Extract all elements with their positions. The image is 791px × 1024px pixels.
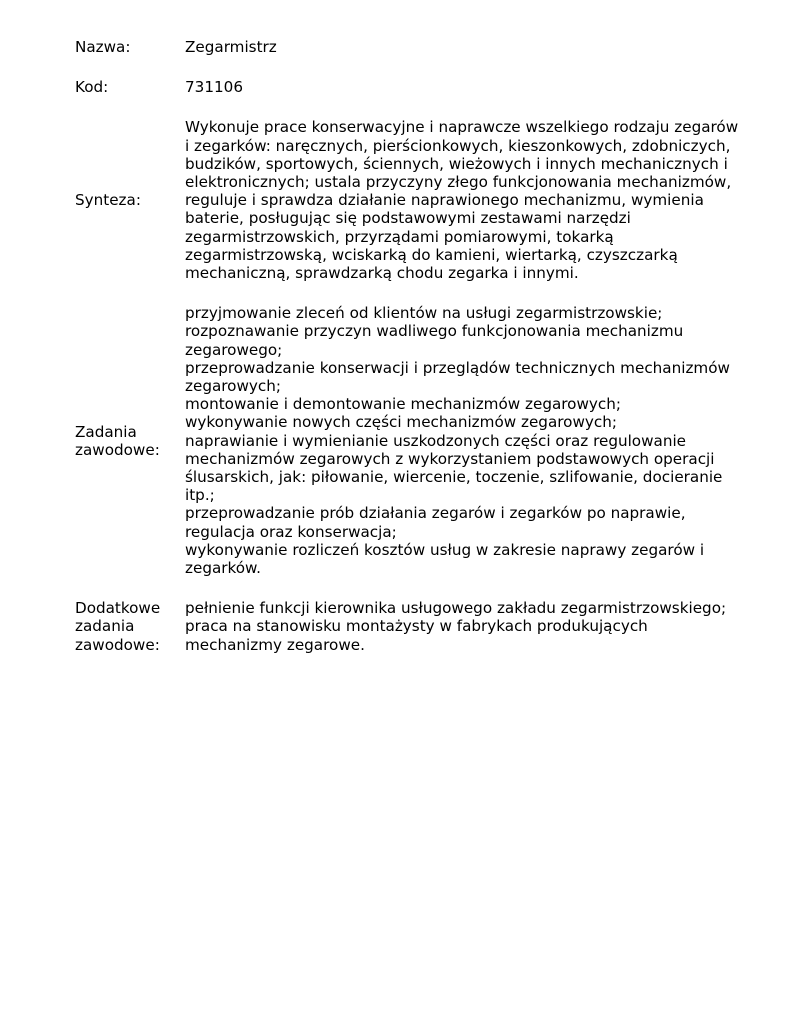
field-label-synteza: Synteza:: [75, 191, 141, 210]
field-value-kod: 731106: [185, 78, 243, 97]
dodatkowe-label-line: Dodatkowe: [75, 599, 161, 618]
zadania-line: itp.;: [185, 486, 215, 505]
field-row-synteza: [75, 118, 755, 282]
field-value-dodatkowe: [185, 599, 755, 654]
dodatkowe-label-line: zawodowe:: [75, 635, 160, 654]
fields-table: [75, 38, 755, 654]
field-value-zadania: [185, 304, 755, 577]
field-row-dodatkowe: [75, 599, 755, 654]
field-label-kod: Kod:: [75, 78, 109, 97]
field-value-nazwa: Zegarmistrz: [185, 38, 277, 56]
field-label-dodatkowe: [75, 599, 185, 654]
zadania-label-line: zawodowe:: [75, 440, 160, 459]
zadania-line: wykonywanie rozliczeń kosztów usług w zakresie naprawy zegarów i: [185, 540, 705, 559]
zadania-line: zegarków.: [185, 559, 261, 578]
zadania-line: mechanizmów zegarowych z wykorzystaniem podstawowych operacji: [185, 449, 715, 468]
zadania-line: montowanie i demontowanie mechanizmów zegarowych;: [185, 395, 621, 414]
synteza-line: i zegarków: naręcznych, pierścionkowych, kieszonkowych, zdobniczych,: [185, 136, 731, 155]
synteza-line: mechaniczną, sprawdzarką chodu zegarka i innymi.: [185, 264, 579, 283]
zadania-line: wykonywanie nowych części mechanizmów zegarowych;: [185, 413, 617, 432]
dodatkowe-line: praca na stanowisku montażysty w fabrykach produkujących: [185, 617, 648, 636]
field-label-nazwa: Nazwa:: [75, 38, 131, 56]
field-row-zadania: [75, 304, 755, 577]
field-label-zadania: [75, 304, 185, 577]
dodatkowe-label-line: zadania: [75, 617, 135, 636]
zadania-line: przeprowadzanie konserwacji i przeglądów technicznych mechanizmów: [185, 358, 730, 377]
synteza-line: reguluje i sprawdza działanie naprawionego mechanizmu, wymienia: [185, 191, 704, 210]
synteza-line: baterie, posługując się podstawowymi zestawami narzędzi: [185, 209, 631, 228]
zadania-line: naprawianie i wymienianie uszkodzonych części oraz regulowanie: [185, 431, 687, 450]
synteza-line: zegarmistrzowską, wciskarką do kamieni, wiertarką, czyszczarką: [185, 245, 678, 264]
zadania-line: zegarowych;: [185, 377, 281, 396]
zadania-line: przeprowadzanie prób działania zegarów i zegarków po naprawie,: [185, 504, 686, 523]
field-row-kod: [75, 78, 755, 96]
zadania-line: regulacja oraz konserwacja;: [185, 522, 397, 541]
zadania-line: ślusarskich, jak: piłowanie, wiercenie, toczenie, szlifowanie, docieranie: [185, 468, 723, 487]
zadania-line: rozpoznawanie przyczyn wadliwego funkcjonowania mechanizmu: [185, 322, 684, 341]
field-row-nazwa: [75, 38, 755, 56]
synteza-line: zegarmistrzowskich, przyrządami pomiarowymi, tokarką: [185, 227, 614, 246]
synteza-line: elektronicznych; ustala przyczyny złego funkcjonowania mechanizmów,: [185, 173, 732, 192]
zadania-line: zegarowego;: [185, 340, 283, 359]
synteza-line: Wykonuje prace konserwacyjne i naprawcze wszelkiego rodzaju zegarów: [185, 118, 739, 137]
zadania-line: przyjmowanie zleceń od klientów na usługi zegarmistrzowskie;: [185, 304, 663, 323]
dodatkowe-line: mechanizmy zegarowe.: [185, 635, 365, 654]
field-value-synteza: [185, 118, 755, 282]
zadania-label-line: Zadania: [75, 422, 137, 441]
synteza-line: budzików, sportowych, ściennych, wieżowych i innych mechanicznych i: [185, 154, 728, 173]
occupation-record: [75, 38, 755, 654]
dodatkowe-line: pełnienie funkcji kierownika usługowego zakładu zegarmistrzowskiego;: [185, 599, 727, 618]
